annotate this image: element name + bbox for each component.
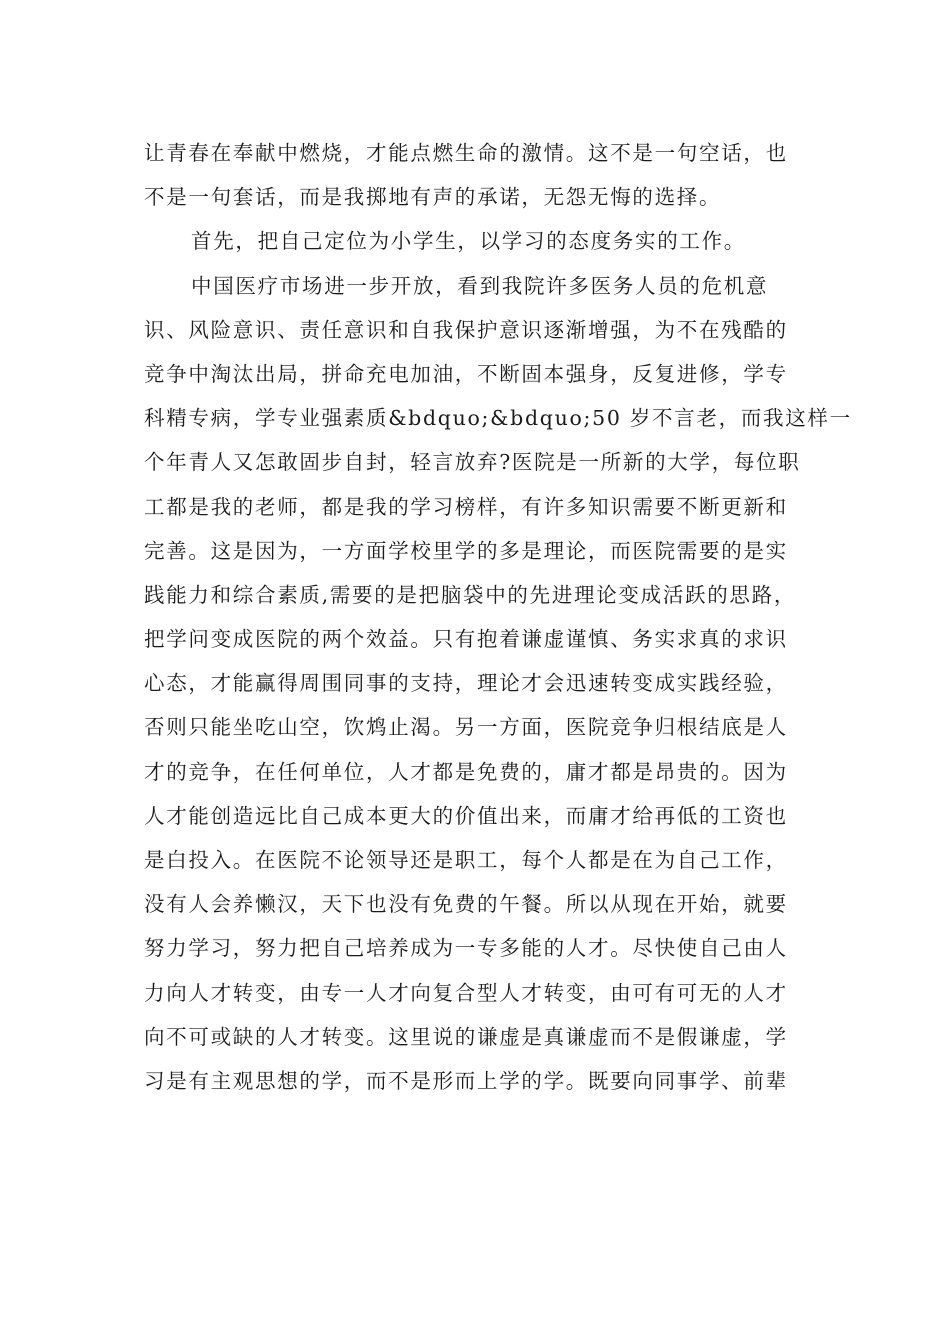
text-line: 首先，把自己定位为小学生，以学习的态度务实的工作。 (191, 229, 746, 254)
text-line: 否则只能坐吃山空，饮鸩止渴。另一方面，医院竞争归根结底是人 (144, 715, 788, 740)
text-line: 工都是我的老师，都是我的学习榜样，有许多知识需要不断更新和 (144, 494, 788, 519)
text-line: 让青春在奉献中燃烧，才能点燃生命的激情。这不是一句空话，也 (144, 141, 788, 165)
text-line: 人才能创造远比自己成本更大的价值出来，而庸才给再低的工资也 (144, 803, 788, 828)
text-line: 践能力和综合素质,需要的是把脑袋中的先进理论变成活跃的思路， (144, 582, 797, 607)
text-line: 完善。这是因为，一方面学校里学的多是理论，而医院需要的是实 (144, 538, 788, 563)
text-line: 科精专病，学专业强素质&bdquo;&bdquo;50 岁不言老，而我这样一 (144, 406, 852, 431)
text-line: 识、风险意识、责任意识和自我保护意识逐渐增强，为不在残酷的 (144, 317, 788, 342)
text-line: 努力学习，努力把自己培养成为一专多能的人才。尽快使自己由人 (144, 936, 788, 961)
text-line: 才的竞争，在任何单位，人才都是免费的，庸才都是昂贵的。因为 (144, 759, 788, 784)
text-line: 不是一句套话，而是我掷地有声的承诺，无怨无悔的选择。 (144, 185, 722, 210)
text-line: 是白投入。在医院不论领导还是职工，每个人都是在为自己工作， (144, 848, 788, 872)
text-line: 把学问变成医院的两个效益。只有抱着谦虚谨慎、务实求真的求识 (144, 627, 788, 652)
text-line: 没有人会养懒汉，天下也没有免费的午餐。所以从现在开始，就要 (144, 892, 788, 917)
text-line: 竞争中淘汰出局，拼命充电加油，不断固本强身，反复进修，学专 (144, 361, 788, 386)
text-line: 力向人才转变，由专一人才向复合型人才转变，由可有可无的人才 (144, 980, 788, 1005)
text-line: 中国医疗市场进一步开放，看到我院许多医务人员的危机意 (191, 273, 769, 298)
body-text (144, 131, 852, 1103)
text-line: 心态，才能赢得周围同事的支持，理论才会迅速转变成实践经验， (144, 671, 788, 696)
text-line: 向不可或缺的人才转变。这里说的谦虚是真谦虚而不是假谦虚，学 (144, 1024, 788, 1049)
text-line: 习是有主观思想的学，而不是形而上学的学。既要向同事学、前辈 (144, 1068, 788, 1093)
text-line: 个年青人又怎敢固步自封，轻言放弃?医院是一所新的大学，每位职 (144, 450, 801, 475)
